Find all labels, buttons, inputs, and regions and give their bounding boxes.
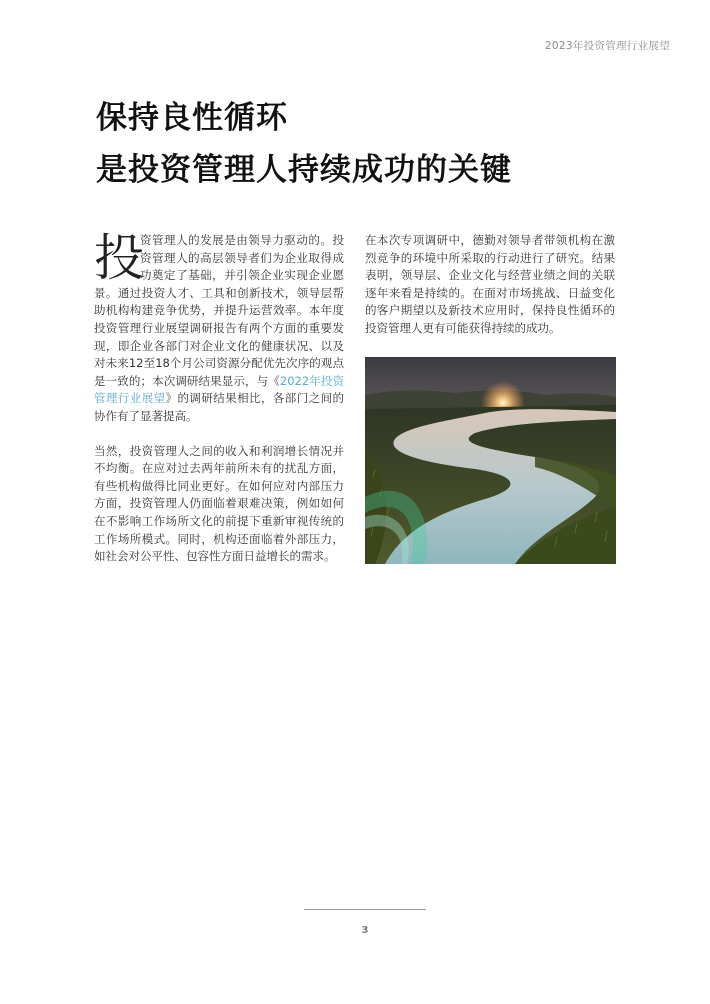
- river-landscape-image: [365, 357, 616, 564]
- drop-cap: 投: [94, 229, 144, 287]
- right-column: [365, 232, 615, 338]
- title-line-2: 是投资管理人持续成功的关键: [96, 152, 512, 188]
- title-line-1: 保持良性循环: [96, 100, 288, 136]
- report-link[interactable]: 2022年投资管理行业展望: [94, 373, 344, 406]
- left-paragraph-1: [94, 229, 345, 426]
- footer-divider: [304, 909, 426, 910]
- page-number: 3: [361, 925, 369, 936]
- running-header: 2023年投资管理行业展望: [544, 40, 670, 52]
- right-paragraph-1: 在本次专项调研中，德勤对领导者带领机构在激烈竞争的环境中所采取的行动进行了研究。结果表明，领导层、企业文化与经营业绩之间的关联逐年来看是持续的。在面对市场挑战、日益变化的客户期望以及新技术应用时，保持良性循环的投资管理人更有可能获得持续的成功。: [365, 233, 615, 335]
- left-paragraph-2: 当然，投资管理人之间的收入和利润增长情况并不均衡。在应对过去两年前所未有的扰乱方面，有些机构做得比同业更好。在如何应对内部压力方面，投资管理人仍面临着艰难决策，例如如何在不影响工作场所文化的前提下重新审视传统的工作场所模式。同时，机构还面临着外部压力，如社会对公平性、包容性方面日益增长的需求。: [94, 443, 344, 564]
- left-para1-text-end: 》的调研结果相比，各部门之间的协作有了显著提高。: [94, 391, 345, 423]
- left-column: [94, 229, 345, 566]
- page-title: [96, 92, 656, 196]
- left-para1-text: 资管理人的发展是由领导力驱动的。投资管理人的高层领导者们为企业取得成功奠定了基础，并引领企业实现企业愿景。通过投资人才、工具和创新技术，领导层帮助机构构建竞争优势，并提升运营效率。本年度投资管理行业展望调研报告有两个方面的重要发现，即企业各部门对企业文化的健康状况、以及对未来12至18个月公司资源分配优先次序的观点是一致的；本次调研结果显示，与《: [94, 233, 344, 388]
